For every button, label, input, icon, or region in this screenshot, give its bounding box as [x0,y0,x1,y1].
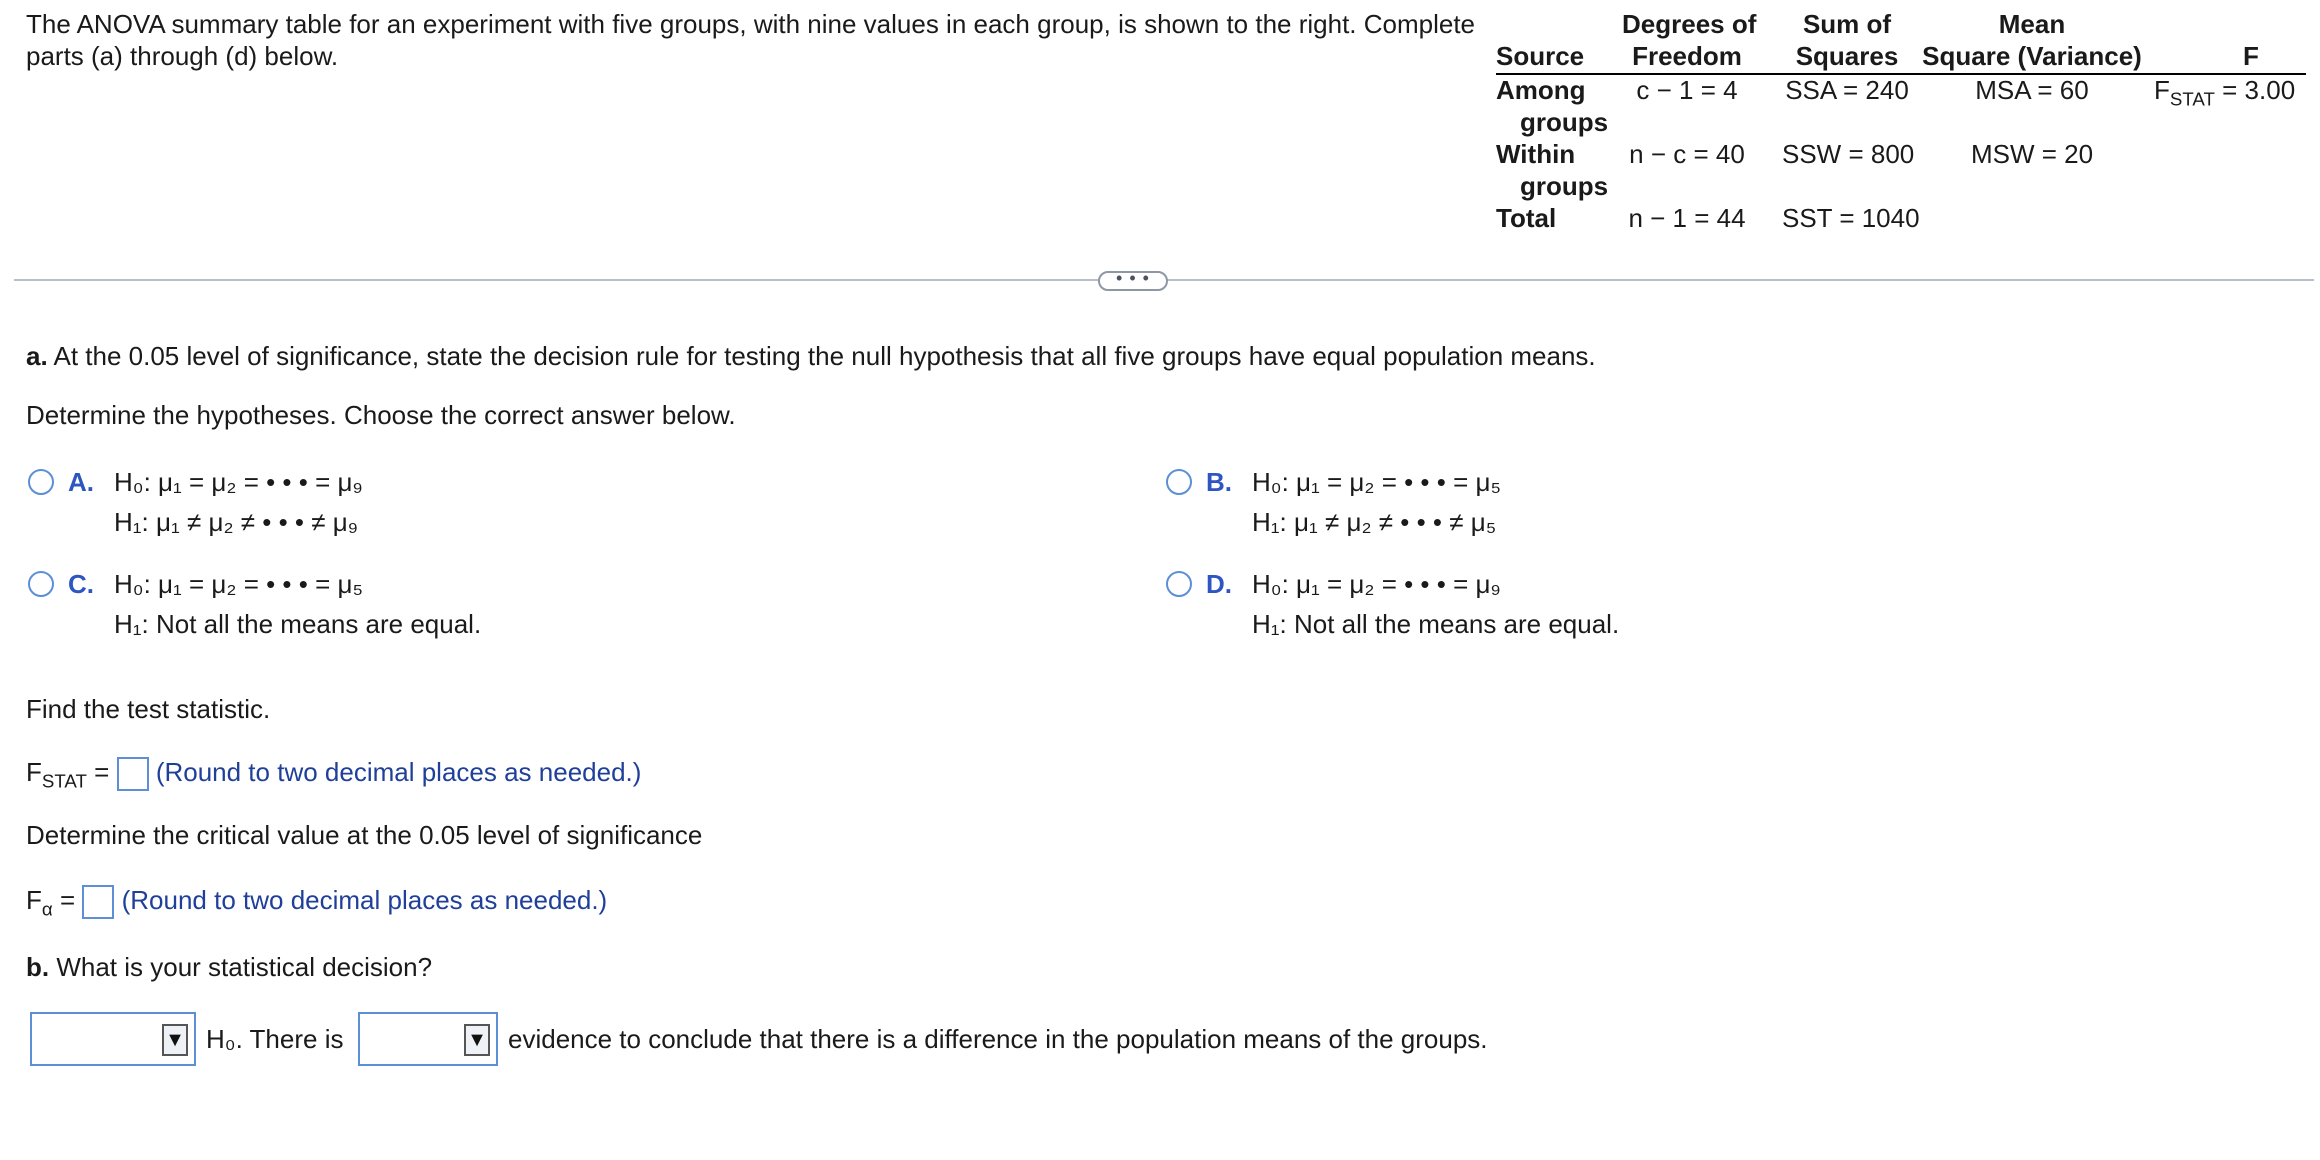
fstat-row [26,754,641,790]
header-ms-top: Mean [1998,9,2066,39]
row-among-source-2: groups [1520,107,1609,137]
dropdown-arrow-icon[interactable]: ▼ [464,1024,490,1056]
falpha-row [26,882,607,918]
falpha-answer-input[interactable] [82,885,114,919]
row-total-df: n − 1 = 44 [1628,203,1746,233]
option-b-h0: H₀: μ₁ = μ₂ = • • • = μ₅ [1252,467,1501,497]
decision-dropdown[interactable] [30,1012,196,1066]
dropdown-arrow-icon[interactable]: ▼ [162,1024,188,1056]
row-total-source: Total [1496,203,1557,233]
critical-value-prompt: Determine the critical value at the 0.05 level of significance [26,820,703,850]
row-among-ss: SSA = 240 [1785,75,1909,105]
row-among-source: Among [1496,75,1586,105]
option-c-radio[interactable] [28,571,54,597]
option-b-h1: H₁: μ₁ ≠ μ₂ ≠ • • • ≠ μ₅ [1252,507,1497,537]
header-source: Source [1496,41,1585,71]
row-within-ss: SSW = 800 [1782,139,1915,169]
row-within-ms: MSW = 20 [1970,139,2094,169]
falpha-equals: = [59,885,76,915]
expand-more-button[interactable]: • • • [1098,271,1168,291]
option-a-h1: H₁: μ₁ ≠ μ₂ ≠ • • • ≠ μ₉ [114,507,359,537]
fstat-answer-input[interactable] [117,757,149,791]
option-d-h0: H₀: μ₁ = μ₂ = • • • = μ₉ [1252,569,1501,599]
fstat-label: $F_{STAT}$ [26,757,87,792]
evidence-dropdown[interactable] [358,1012,498,1066]
part-a-question: a. At the 0.05 level of significance, state the decision rule for testing the null hypothesis that all five groups have equal population means. [26,341,1596,371]
find-test-statistic: Find the test statistic. [26,694,271,724]
falpha-label: $F_\alpha$ [26,885,53,920]
part-b-question: b. What is your statistical decision? [26,952,433,982]
decision-h0-text: H₀. There is [206,1024,344,1054]
row-within-source-2: groups [1520,171,1609,201]
option-d-letter: D. [1206,569,1232,599]
option-d-h1: H₁: Not all the means are equal. [1252,609,1620,639]
header-ss-top: Sum of [1802,9,1892,39]
header-df-top: Degrees of [1622,9,1757,39]
hypotheses-instruction: Determine the hypotheses. Choose the correct answer below. [26,400,736,430]
option-b-letter: B. [1206,467,1232,497]
option-a-h0: H₀: μ₁ = μ₂ = • • • = μ₉ [114,467,363,497]
header-ms-bottom: Square (Variance) [1922,41,2142,71]
header-df-bottom: Freedom [1632,41,1742,71]
header-f: F [2243,41,2259,71]
row-within-source: Within [1496,139,1576,169]
row-among-df: c − 1 = 4 [1636,75,1738,105]
row-among-ms: MSA = 60 [1975,75,2089,105]
anova-table [1496,8,2306,240]
decision-tail-text: evidence to conclude that there is a difference in the population means of the groups. [508,1024,1488,1054]
header-ss-bottom: Squares [1795,41,1899,71]
option-c-h0: H₀: μ₁ = μ₂ = • • • = μ₅ [114,569,363,599]
problem-intro: The ANOVA summary table for an experiment with five groups, with nine values in each group, is shown to the right. Complete parts (a) through (d) below. [26,9,1476,71]
option-a-letter: A. [68,467,94,497]
option-c-h1: H₁: Not all the means are equal. [114,609,482,639]
falpha-round-hint: (Round to two decimal places as needed.) [121,885,608,915]
option-d-radio[interactable] [1166,571,1192,597]
fstat-round-hint: (Round to two decimal places as needed.) [155,757,642,787]
option-c-letter: C. [68,569,94,599]
row-total-ss: SST = 1040 [1782,203,1920,233]
option-a-radio[interactable] [28,469,54,495]
fstat-equals: = [94,757,110,787]
option-b-radio[interactable] [1166,469,1192,495]
row-among-f: $F_{STAT} = 3.00$ [2154,75,2296,110]
row-within-df: n − c = 40 [1629,139,1745,169]
